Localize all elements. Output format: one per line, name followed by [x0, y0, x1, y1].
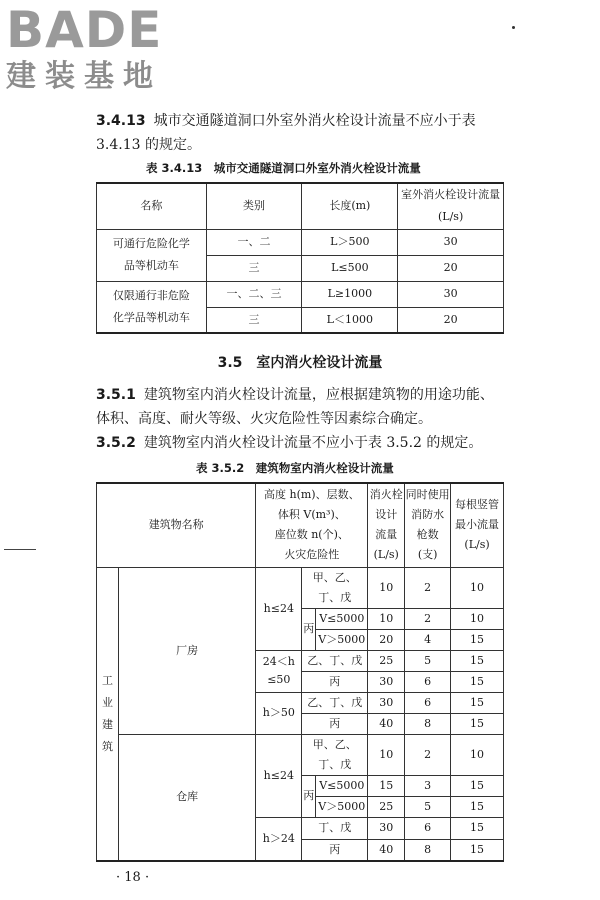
header-min-pipe-flow: 每根竖管 最小流量 (L/s): [451, 483, 504, 567]
height-cell: 24＜h ≤50: [256, 650, 302, 692]
pipe-cell: 10: [451, 734, 504, 775]
clause-text: 建筑物室内消火栓设计流量不应小于表 3.5.2 的规定。: [143, 435, 483, 451]
pipe-cell: 10: [451, 608, 504, 629]
hazard-cell: 乙、丁、戊: [302, 692, 368, 713]
header-flow: 室外消火栓设计流量 (L/s): [398, 183, 504, 229]
table-3-5-2: [96, 482, 504, 862]
scan-margin-line: [4, 549, 36, 550]
section-3-5-title: 3.5 室内消火栓设计流量: [217, 355, 383, 371]
vehicle-type: 可通行危险化学 品等机动车: [97, 229, 207, 281]
height-cell: h＞50: [256, 692, 302, 734]
flow-cell: 20: [398, 255, 504, 281]
flow-cell: 30: [398, 229, 504, 255]
guns-cell: 2: [405, 567, 451, 608]
hazard-cell: 丙: [302, 671, 368, 692]
volume-cell: V≤5000: [316, 608, 368, 629]
clause-text: 建筑物室内消火栓设计流量，应根据建筑物的用途功能、: [143, 387, 494, 403]
clause-number: 3.5.1: [96, 387, 136, 403]
table-row: [97, 229, 504, 255]
pipe-cell: 15: [451, 692, 504, 713]
clause-number: 3.4.13: [96, 113, 146, 129]
clause-text: 城市交通隧道洞口外室外消火栓设计流量不应小于表: [153, 113, 476, 129]
flow-cell: 30: [368, 671, 405, 692]
pipe-cell: 10: [451, 567, 504, 608]
pipe-cell: 15: [451, 839, 504, 861]
guns-cell: 4: [405, 629, 451, 650]
flow-cell: 20: [398, 307, 504, 333]
hazard-bing: 丙: [302, 608, 316, 650]
flow-cell: 10: [368, 567, 405, 608]
flow-cell: 10: [368, 608, 405, 629]
volume-cell: V＞5000: [316, 629, 368, 650]
length-cell: L＞500: [302, 229, 398, 255]
guns-cell: 6: [405, 817, 451, 839]
flow-cell: 25: [368, 650, 405, 671]
flow-cell: 25: [368, 796, 405, 817]
flow-cell: 40: [368, 839, 405, 861]
header-building-name: 建筑物名称: [97, 483, 256, 567]
hazard-cell: 甲、乙、丁、戊: [302, 567, 368, 608]
building-warehouse: 仓库: [118, 734, 255, 861]
clause-3-4-13-line1: [96, 110, 476, 132]
pipe-cell: 15: [451, 796, 504, 817]
guns-cell: 5: [405, 796, 451, 817]
hazard-cell: 乙、丁、戊: [302, 650, 368, 671]
header-category: 类别: [206, 183, 302, 229]
hazard-cell: 丙: [302, 713, 368, 734]
page-number: · 18 ·: [116, 870, 150, 885]
flow-cell: 10: [368, 734, 405, 775]
pipe-cell: 15: [451, 817, 504, 839]
pipe-cell: 15: [451, 713, 504, 734]
category-cell: 三: [206, 307, 302, 333]
table-row: [97, 281, 504, 307]
flow-cell: 40: [368, 713, 405, 734]
flow-cell: 30: [398, 281, 504, 307]
volume-cell: V≤5000: [316, 775, 368, 796]
clause-3-5-1-line2: 体积、高度、耐火等级、火灾危险性等因素综合确定。: [96, 411, 432, 427]
table-header-row: [97, 183, 504, 229]
category-cell: 三: [206, 255, 302, 281]
table-3-5-2-caption: 表 3.5.2 建筑物室内消火栓设计流量: [196, 461, 394, 475]
hazard-bing: 丙: [302, 775, 316, 817]
logo: [6, 1, 176, 94]
guns-cell: 6: [405, 692, 451, 713]
flow-cell: 30: [368, 817, 405, 839]
table-row: [97, 734, 504, 775]
vehicle-type: 仅限通行非危险 化学品等机动车: [97, 281, 207, 333]
hazard-cell: 丁、戊: [302, 817, 368, 839]
guns-cell: 5: [405, 650, 451, 671]
clause-3-5-1-line1: [96, 384, 494, 406]
pipe-cell: 15: [451, 775, 504, 796]
category-industrial: 工 业 建 筑: [97, 567, 119, 861]
table-3-4-13: [96, 182, 504, 334]
pipe-cell: 15: [451, 650, 504, 671]
table-header-row: [97, 483, 504, 567]
header-gun-count: 同时使用 消防水 枪数 (支): [405, 483, 451, 567]
volume-cell: V＞5000: [316, 796, 368, 817]
clause-3-5-2-line1: [96, 432, 482, 454]
header-parameters: 高度 h(m)、层数、 体积 V(m³)、 座位数 n(个)、 火灾危险性: [256, 483, 368, 567]
header-length: 长度(m): [302, 183, 398, 229]
category-cell: 一、二: [206, 229, 302, 255]
header-name: 名称: [97, 183, 207, 229]
height-cell: h≤24: [256, 734, 302, 817]
category-cell: 一、二、三: [206, 281, 302, 307]
length-cell: L＜1000: [302, 307, 398, 333]
table-row: [97, 567, 504, 608]
logo-sub-text: 建装基地: [6, 59, 162, 94]
pipe-cell: 15: [451, 671, 504, 692]
height-cell: h＞24: [256, 817, 302, 861]
flow-cell: 20: [368, 629, 405, 650]
header-design-flow: 消火栓 设计 流量 (L/s): [368, 483, 405, 567]
logo-main-text: BADE: [6, 1, 163, 59]
guns-cell: 2: [405, 734, 451, 775]
guns-cell: 8: [405, 713, 451, 734]
flow-cell: 15: [368, 775, 405, 796]
table-3-4-13-caption: 表 3.4.13 城市交通隧道洞口外室外消火栓设计流量: [146, 161, 421, 175]
clause-number: 3.5.2: [96, 435, 136, 451]
building-plant: 厂房: [118, 567, 255, 734]
guns-cell: 8: [405, 839, 451, 861]
height-cell: h≤24: [256, 567, 302, 650]
scan-dot: [512, 26, 515, 29]
length-cell: L≤500: [302, 255, 398, 281]
length-cell: L≥1000: [302, 281, 398, 307]
flow-cell: 30: [368, 692, 405, 713]
pipe-cell: 15: [451, 629, 504, 650]
clause-3-4-13-line2: 3.4.13 的规定。: [96, 137, 201, 153]
hazard-cell: 甲、乙、丁、戊: [302, 734, 368, 775]
guns-cell: 2: [405, 608, 451, 629]
guns-cell: 3: [405, 775, 451, 796]
guns-cell: 6: [405, 671, 451, 692]
hazard-cell: 丙: [302, 839, 368, 861]
